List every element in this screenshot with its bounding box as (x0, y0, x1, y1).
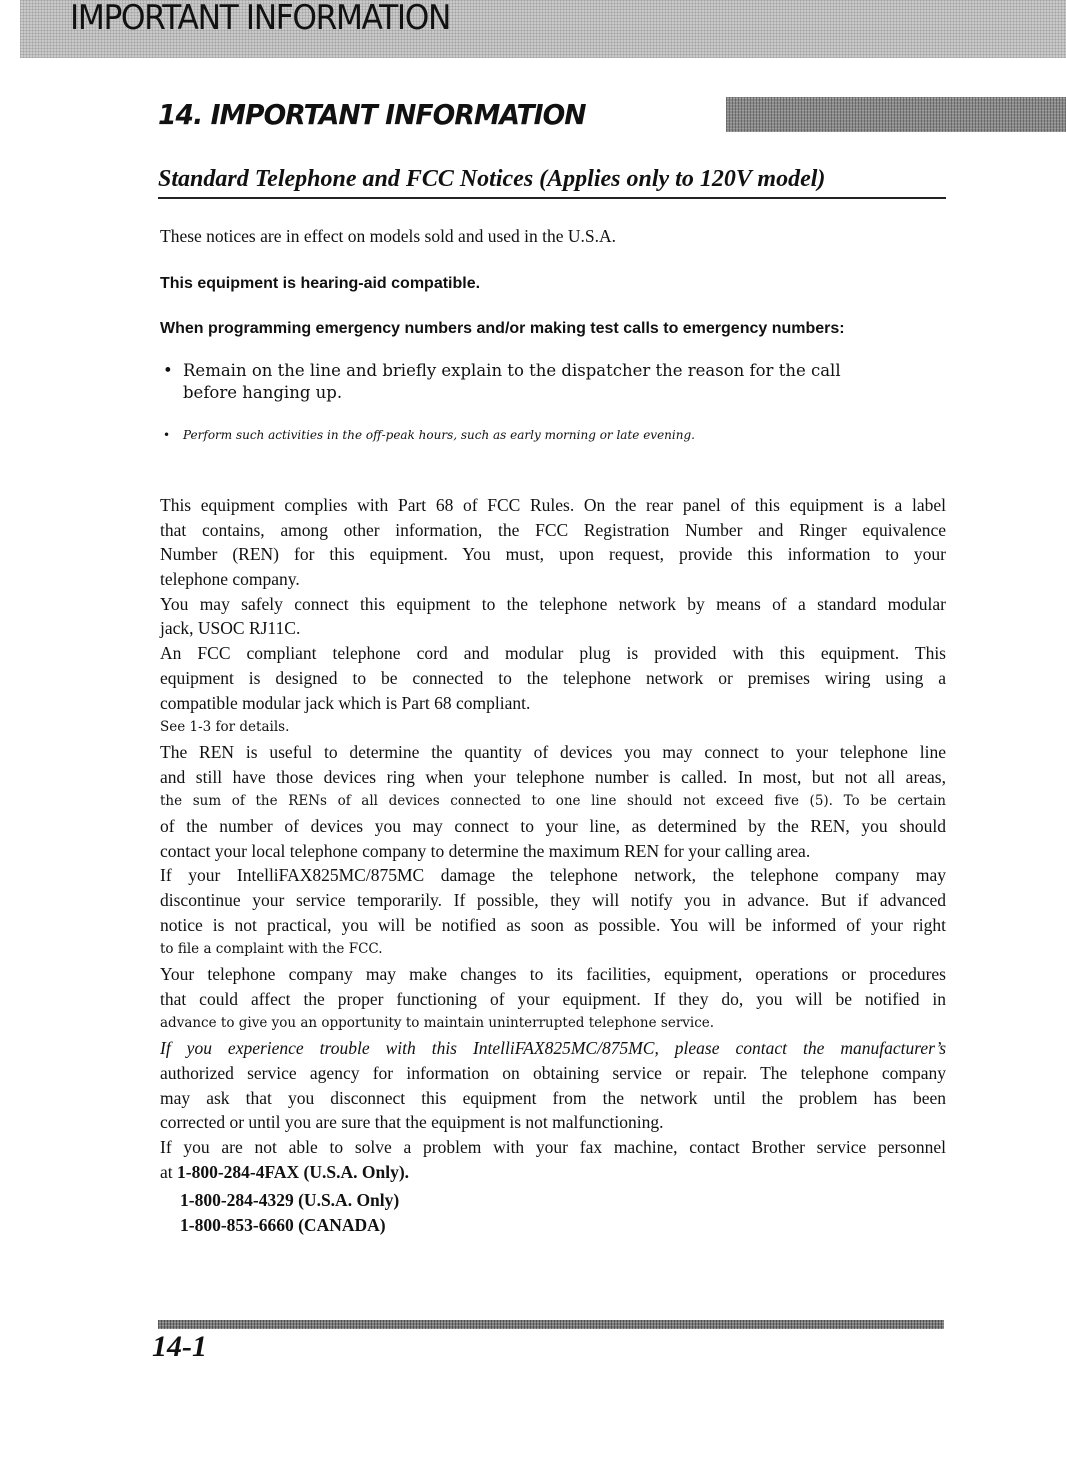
bullet-text-line: before hanging up. (183, 383, 343, 402)
footer-decorative-bar (158, 1320, 944, 1329)
body-line: If your IntelliFAX825MC/875MC damage the telephone network, the telephone company may (160, 865, 946, 886)
banner-title: IMPORTANT INFORMATION (70, 0, 450, 38)
bullet-text-line: Perform such activities in the off-peak hours, such as early morning or late evening. (183, 428, 695, 442)
chapter-title: 14. IMPORTANT INFORMATION (158, 97, 586, 131)
section-heading: Standard Telephone and FCC Notices (Applies only to 120V model) (158, 166, 946, 199)
body-line: and still have those devices ring when your telephone number is called. In most, but not all areas, (160, 766, 946, 787)
body-line: You may safely connect this equipment to the telephone network by means of a standard modular (160, 593, 946, 614)
bullet-text-line: Remain on the line and briefly explain to the dispatcher the reason for the call (183, 361, 841, 380)
body-line: jack, USOC RJ11C. (160, 618, 301, 639)
body-line: If you are not able to solve a problem with your fax machine, contact Brother service personnel (160, 1136, 946, 1157)
phone-canada: 1-800-853-6660 (CANADA) (180, 1215, 386, 1235)
body-line: that could affect the proper functioning of your equipment. If they do, you will be notified in (160, 988, 946, 1009)
body-line: Number (REN) for this equipment. You must, upon request, provide this information to your (160, 544, 946, 565)
body-line: The REN is useful to determine the quantity of devices you may connect to your telephone line (160, 741, 946, 762)
body-line: equipment is designed to be connected to the telephone network or premises wiring using a (160, 667, 946, 688)
chapter-header (158, 94, 948, 134)
top-banner (20, 0, 1066, 58)
body-line: corrected or until you are sure that the equipment is not malfunctioning. (160, 1112, 664, 1133)
bullet-icon: • (163, 361, 173, 380)
bullet-icon: • (163, 428, 171, 442)
intro-text: These notices are in effect on models sold and used in the U.S.A. (160, 226, 617, 246)
body-line: telephone company. (160, 569, 300, 590)
body-line: to file a complaint with the FCC. (160, 941, 383, 958)
body-line: This equipment complies with Part 68 of FCC Rules. On the rear panel of this equipment is a label (160, 495, 946, 515)
body-line: Your telephone company may make changes to its facilities, equipment, operations or procedures (160, 964, 946, 985)
body-line: the sum of the RENs of all devices connected to one line should not exceed five (5). To be certain (160, 793, 946, 810)
chapter-decorative-bar (726, 97, 1066, 132)
body-line: of the number of devices you may connect to your line, as determined by the REN, you should (160, 815, 946, 836)
body-line: authorized service agency for information on obtaining service or repair. The telephone company (160, 1062, 946, 1083)
body-line: notice is not practical, you will be notified as soon as possible. You will be informed of your right (160, 914, 946, 935)
contact-line: at 1-800-284-4FAX (U.S.A. Only). (160, 1161, 410, 1182)
emergency-heading: When programming emergency numbers and/or making test calls to emergency numbers: (160, 320, 845, 337)
fcc-notice-body (160, 493, 946, 1184)
body-line: An FCC compliant telephone cord and modular plug is provided with this equipment. This (160, 643, 946, 664)
page-number: 14-1 (152, 1330, 207, 1363)
body-line: contact your local telephone company to determine the maximum REN for your calling area. (160, 840, 811, 861)
hearing-aid-notice: This equipment is hearing-aid compatible. (160, 275, 481, 292)
body-line: discontinue your service temporarily. If possible, they will notify you in advance. But if advanced (160, 890, 946, 910)
body-line: advance to give you an opportunity to maintain uninterrupted telephone service. (160, 1015, 715, 1032)
body-line: that contains, among other information, the FCC Registration Number and Ringer equivalence (160, 519, 946, 540)
body-line: If you experience trouble with this IntelliFAX825MC/875MC, please contact the manufacturer’s (160, 1038, 946, 1059)
body-line: may ask that you disconnect this equipment from the network until the problem has been (160, 1087, 946, 1108)
body-line: See 1-3 for details. (160, 719, 290, 736)
phone-usa: 1-800-284-4329 (U.S.A. Only) (180, 1190, 400, 1210)
phone-fax: 1-800-284-4FAX (U.S.A. Only). (177, 1161, 410, 1182)
body-line: compatible modular jack which is Part 68 compliant. (160, 692, 531, 713)
